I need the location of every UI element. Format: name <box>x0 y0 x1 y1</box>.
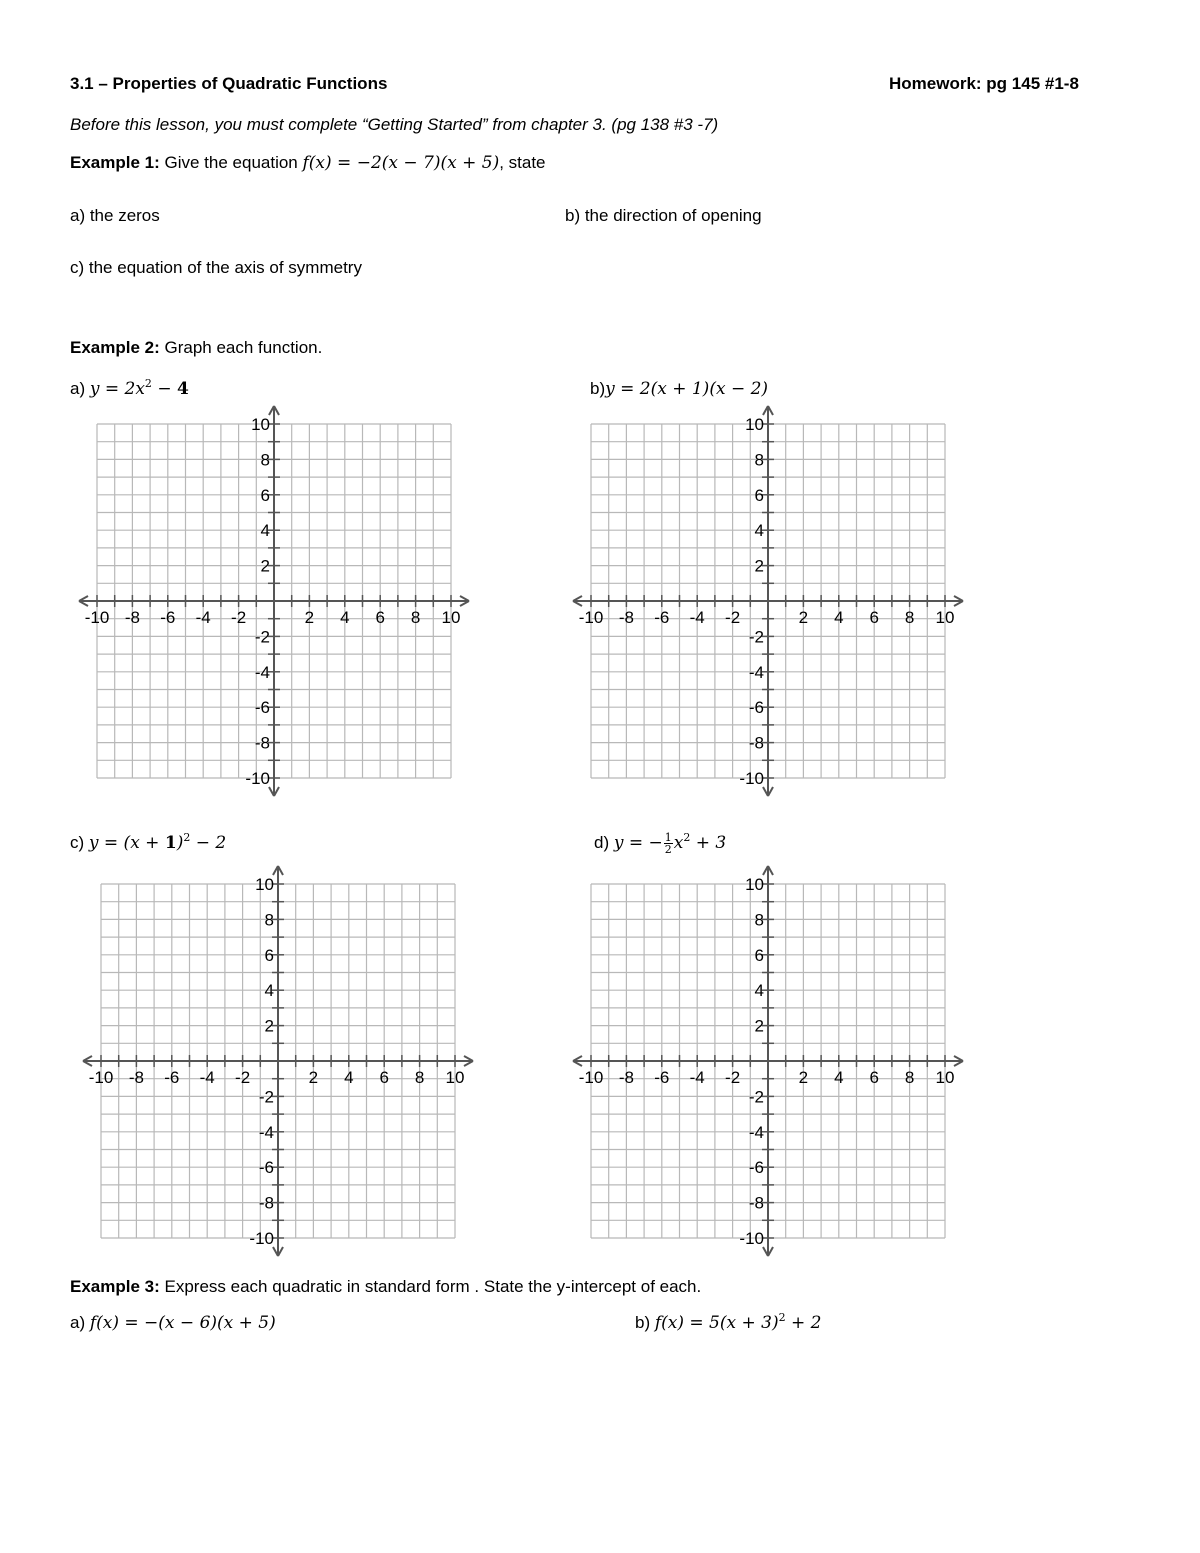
y-tick-label: 2 <box>260 556 270 576</box>
y-tick-label: 8 <box>754 910 764 930</box>
y-tick-label: 4 <box>264 981 274 1001</box>
x-tick-label: 10 <box>935 1068 955 1087</box>
x-tick-label: 6 <box>869 1068 879 1087</box>
x-tick-label: -10 <box>88 1068 114 1087</box>
y-tick-label: -4 <box>254 662 270 682</box>
part-b-equation: y = 2(x + 1)(x − 2) <box>605 379 769 399</box>
part-d-equation: y = − $\frac{1}{2}$ $x^2 + 3$ <box>613 831 727 856</box>
y-tick-label: -8 <box>748 733 764 753</box>
y-tick-label: 10 <box>745 875 764 894</box>
part-letter: b) <box>590 379 606 398</box>
example-2-text: Graph each function. <box>164 338 323 357</box>
y-tick-label: -4 <box>748 662 764 682</box>
x-tick-label: -8 <box>128 1068 144 1087</box>
x-tick-label: -8 <box>618 608 634 627</box>
homework-note: Homework: pg 145 #1-8 <box>889 74 1079 93</box>
example-2-part-c <box>70 832 226 854</box>
y-tick-label: 4 <box>754 521 764 541</box>
x-tick-label: -2 <box>231 608 247 627</box>
fraction-one-half: $\frac{1}{2}$ <box>664 831 672 856</box>
x-tick-label: 8 <box>414 1068 425 1087</box>
example-3-a-equation: f(x) = −(x − 6)(x + 5) <box>89 1313 276 1333</box>
y-tick-label: 6 <box>264 945 274 965</box>
x-tick-label: 8 <box>410 608 421 627</box>
example-3-b-equation: $f(x) = 5(x + 3)^2 + 2$ <box>654 1311 822 1333</box>
example-1-label: Example 1: <box>70 153 160 172</box>
y-tick-label: 4 <box>260 521 270 541</box>
x-tick-label: 4 <box>340 608 350 627</box>
example-1-part-a: a) the zeros <box>70 206 160 225</box>
y-tick-label: -6 <box>748 698 764 718</box>
y-tick-label: 10 <box>251 415 270 434</box>
x-tick-label: -6 <box>654 1068 670 1087</box>
y-tick-label: 2 <box>754 556 764 576</box>
x-tick-label: -8 <box>124 608 140 627</box>
example-1-equation: f(x) = −2(x − 7)(x + 5) <box>302 153 500 173</box>
x-tick-label: 4 <box>344 1068 354 1087</box>
x-tick-label: -6 <box>160 608 176 627</box>
example-3-part-b <box>635 1312 821 1334</box>
coordinate-grid-b[interactable] <box>578 415 955 788</box>
x-tick-label: -10 <box>578 608 604 627</box>
example-3-part-a <box>70 1312 276 1334</box>
x-tick-label: -2 <box>725 608 741 627</box>
x-tick-label: 4 <box>834 1068 844 1087</box>
x-tick-label: -4 <box>199 1068 215 1087</box>
x-tick-label: 10 <box>441 608 461 627</box>
example-3-prompt <box>70 1276 701 1298</box>
x-tick-label: 2 <box>308 1068 319 1087</box>
y-tick-label: -2 <box>258 1087 274 1107</box>
example-1-part-c: c) the equation of the axis of symmetry <box>70 258 362 277</box>
y-tick-label: 2 <box>754 1016 764 1036</box>
example-1-part-b: b) the direction of opening <box>565 206 762 225</box>
part-letter: c) <box>70 833 85 852</box>
x-tick-label: 10 <box>935 608 955 627</box>
x-tick-label: -4 <box>689 608 705 627</box>
coordinate-grid-d[interactable] <box>578 875 955 1248</box>
part-letter: b) <box>635 1313 651 1332</box>
x-tick-label: -10 <box>578 1068 604 1087</box>
y-tick-label: -8 <box>748 1193 764 1213</box>
y-tick-label: -6 <box>254 698 270 718</box>
example-2-label: Example 2: <box>70 338 160 357</box>
x-tick-label: 8 <box>904 608 915 627</box>
example-1-text-after: , state <box>499 153 546 172</box>
y-tick-label: 8 <box>754 450 764 470</box>
x-tick-label: 10 <box>445 1068 465 1087</box>
y-tick-label: -10 <box>739 1229 764 1248</box>
y-tick-label: -10 <box>245 769 270 788</box>
example-1-prompt <box>70 152 546 174</box>
y-tick-label: -10 <box>249 1229 274 1248</box>
y-tick-label: -10 <box>739 769 764 788</box>
x-tick-label: 4 <box>834 608 844 627</box>
x-tick-label: 2 <box>798 608 809 627</box>
x-tick-label: 6 <box>379 1068 389 1087</box>
y-tick-label: 8 <box>260 450 270 470</box>
page-title: 3.1 – Properties of Quadratic Functions <box>70 74 388 93</box>
y-tick-label: 6 <box>754 485 764 505</box>
part-c-equation: $y = (x + 1)^2 - 2$ <box>88 831 227 853</box>
y-tick-label: 6 <box>754 945 764 965</box>
example-3-text: Express each quadratic in standard form . State the y-intercept of each. <box>164 1277 702 1296</box>
y-tick-label: 6 <box>260 485 270 505</box>
x-tick-label: 6 <box>375 608 385 627</box>
x-tick-label: 6 <box>869 608 879 627</box>
example-2-part-d <box>594 832 726 855</box>
y-tick-label: -4 <box>258 1122 274 1142</box>
x-tick-label: 2 <box>304 608 315 627</box>
part-letter: a) <box>70 1313 86 1332</box>
x-tick-label: -2 <box>235 1068 251 1087</box>
coordinate-grid-a[interactable] <box>84 415 461 788</box>
example-1-text: Give the equation <box>164 153 298 172</box>
x-tick-label: 2 <box>798 1068 809 1087</box>
y-tick-label: 2 <box>264 1016 274 1036</box>
coordinate-grid-c[interactable] <box>88 875 465 1248</box>
y-tick-label: -2 <box>748 1087 764 1107</box>
y-tick-label: -6 <box>258 1158 274 1178</box>
example-2-prompt <box>70 337 322 359</box>
part-letter: a) <box>70 379 86 398</box>
example-3-label: Example 3: <box>70 1277 160 1296</box>
y-tick-label: -8 <box>254 733 270 753</box>
y-tick-label: 4 <box>754 981 764 1001</box>
y-tick-label: -2 <box>254 627 270 647</box>
y-tick-label: -6 <box>748 1158 764 1178</box>
x-tick-label: -8 <box>618 1068 634 1087</box>
example-2-part-a <box>70 378 189 400</box>
y-tick-label: -2 <box>748 627 764 647</box>
intro-note: Before this lesson, you must complete “Getting Started” from chapter 3. (pg 138 #3 -7) <box>70 115 719 134</box>
y-tick-label: 10 <box>745 415 764 434</box>
y-tick-label: -8 <box>258 1193 274 1213</box>
x-tick-label: 8 <box>904 1068 915 1087</box>
example-2-part-b <box>590 378 768 400</box>
x-tick-label: -4 <box>689 1068 705 1087</box>
y-tick-label: 10 <box>255 875 274 894</box>
x-tick-label: -4 <box>195 608 211 627</box>
x-tick-label: -6 <box>654 608 670 627</box>
part-letter: d) <box>594 833 610 852</box>
x-tick-label: -6 <box>164 1068 180 1087</box>
part-a-equation: $y = 2x^2 - 4$ <box>89 377 189 399</box>
x-tick-label: -10 <box>84 608 110 627</box>
y-tick-label: -4 <box>748 1122 764 1142</box>
y-tick-label: 8 <box>264 910 274 930</box>
x-tick-label: -2 <box>725 1068 741 1087</box>
